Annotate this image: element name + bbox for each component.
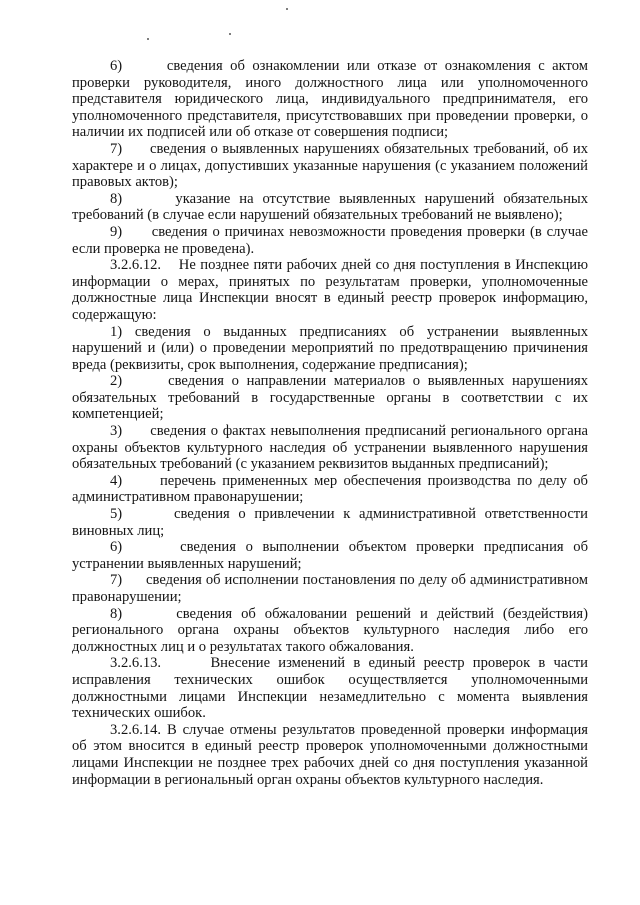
paragraph-item-8-no-violations: 8) указание на отсутствие выявленных нарушений обязательных требований (в случае если нарушений обязательных требований не выявлено); (72, 190, 588, 224)
scan-speck (286, 8, 288, 10)
document-body (72, 58, 588, 788)
paragraph-item-9-impossibility: 9) сведения о причинах невозможности проведения проверки (в случае если проверка не проведена). (72, 223, 588, 257)
paragraph-item-1-prescriptions: 1) сведения о выданных предписаниях об устранении выявленных нарушений и (или) о проведении мероприятий по предотвращению причинения вреда (реквизиты, срок выполнения, содержание предписания); (72, 323, 588, 373)
paragraph-item-7-violations: 7) сведения о выявленных нарушениях обязательных требований, об их характере и о лицах, допустивших указанные нарушения (с указанием положений правовых актов); (72, 140, 588, 191)
scan-speck (147, 38, 149, 40)
paragraph-item-5-liability: 5) сведения о привлечении к административной ответственности виновных лиц; (72, 506, 588, 539)
paragraph-item-8-appeal: 8) сведения об обжаловании решений и действий (бездействия) регионального органа охраны объектов культурного наследия либо его должностных лиц и о результатах такого обжалования. (72, 605, 588, 655)
paragraph-item-2-materials: 2) сведения о направлении материалов о выявленных нарушениях обязательных требований в государственные органы в соответствии с их компетенцией; (72, 373, 588, 423)
paragraph-section-3-2-6-13: 3.2.6.13. Внесение изменений в единый реестр проверок в части исправления технических ошибок осуществляется уполномоченными должностными лицами Инспекции незамедлительно с момента выявления технических ошибок. (72, 655, 588, 722)
paragraph-item-6-fulfilment: 6) сведения о выполнении объектом проверки предписания об устранении выявленных нарушений; (72, 539, 588, 572)
scan-speck (229, 33, 231, 35)
paragraph-section-3-2-6-12: 3.2.6.12. Не позднее пяти рабочих дней со дня поступления в Инспекцию информации о мерах, принятых по результатам проверки, уполномоченные должностные лица Инспекции вносят в единый реестр проверок информацию, содержащую: (72, 257, 588, 323)
paragraph-item-3-non-fulfilment: 3) сведения о фактах невыполнения предписаний регионального органа охраны объектов культурного наследия об устранении выявленного нарушения обязательных требований (с указанием реквизитов выданных предписаний); (72, 423, 588, 473)
paragraph-section-3-2-6-14: 3.2.6.14. В случае отмены результатов проведенной проверки информация об этом вносится в единый реестр проверок уполномоченными должностными лицами Инспекции не позднее трех рабочих дней со дня поступления указанной информации в региональный орган охраны объектов культурного наследия. (72, 721, 588, 788)
paragraph-item-4-measures: 4) перечень примененных мер обеспечения производства по делу об административном правонарушении; (72, 472, 588, 506)
paragraph-item-6-act-acquaintance: 6) сведения об ознакомлении или отказе от ознакомления с актом проверки руководителя, иного должностного лица или уполномоченного представителя юридического лица, индивидуального предпринимателя, его уполномоченного представителя, присутствовавших при проведении проверки, о наличии их подписей или об отказе от совершения подписи; (72, 58, 588, 141)
paragraph-item-7-execution: 7) сведения об исполнении постановления по делу об административном правонарушении; (72, 572, 588, 605)
